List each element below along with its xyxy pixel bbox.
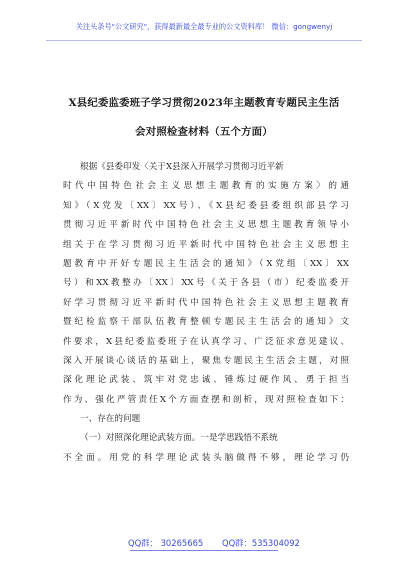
body-line: 件要求，X县纪委监委班子在认真学习、广泛征求意见建议、 — [63, 336, 349, 347]
body-line: 号）和XX教整办〔XX〕XX号《关于各县（市）纪委监委开 — [63, 278, 349, 289]
body-line: 深化理论武装、筑牢对党忠诚、锤炼过硬作风、勇于担当 — [63, 375, 349, 386]
footer-qq-group-1: QQ群： 30265665 — [128, 538, 204, 548]
body-line: 不全面。用党的科学理论武装头脑做得不够，理论学习仍 — [63, 452, 349, 463]
document-title-line-1: X县纪委监委班子学习贯彻2023年主题教育专题民主生活 — [68, 97, 340, 109]
document-body — [63, 158, 349, 468]
body-line: 组关于在学习贯彻习近平新时代中国特色社会主义思想主 — [63, 239, 349, 250]
body-line: 知》（X党发〔XX〕XX号）、《X县纪委县委组织部县学习 — [63, 200, 349, 211]
body-line: 作为、强化严管责任X个方面查摆和剖析，现对照检查如下： — [63, 394, 349, 405]
body-line: 时代中国特色社会主义思想主题教育的实施方案〉的通 — [63, 181, 349, 192]
document-title-line-2: 会对照检查材料（五个方面） — [135, 126, 273, 138]
header-divider — [46, 40, 362, 41]
body-line: 暨纪检监察干部队伍教育整顿专题民主生活会的通知》文 — [63, 317, 349, 328]
body-line: 好学习贯彻习近平新时代中国特色社会主义思想主题教育 — [63, 297, 349, 308]
header-note: 关注头条号"公文研究"，获得最新最全最专业的公文资料库！ 微信：gongwenyj — [75, 22, 333, 31]
section-heading: 一、存在的问题 — [80, 414, 141, 425]
body-line: 题教育中开好专题民主生活会的通知》（X党组〔XX〕XX — [63, 258, 349, 269]
body-line: 贯彻习近平新时代中国特色社会主义思想主题教育领导小 — [63, 220, 349, 231]
body-line: 深入开展谈心谈话的基础上，聚焦专题民主生活会主题，对照 — [63, 355, 349, 366]
body-line: （一）对照深化理论武装方面。一是学思践悟不系统 — [80, 433, 278, 444]
body-line: 根据《县委印发〈关于X县深入开展学习贯彻习近平新 — [80, 162, 284, 172]
footer-qq-group-2: QQ群：535304092 — [222, 538, 300, 548]
footer-underline — [130, 550, 278, 551]
